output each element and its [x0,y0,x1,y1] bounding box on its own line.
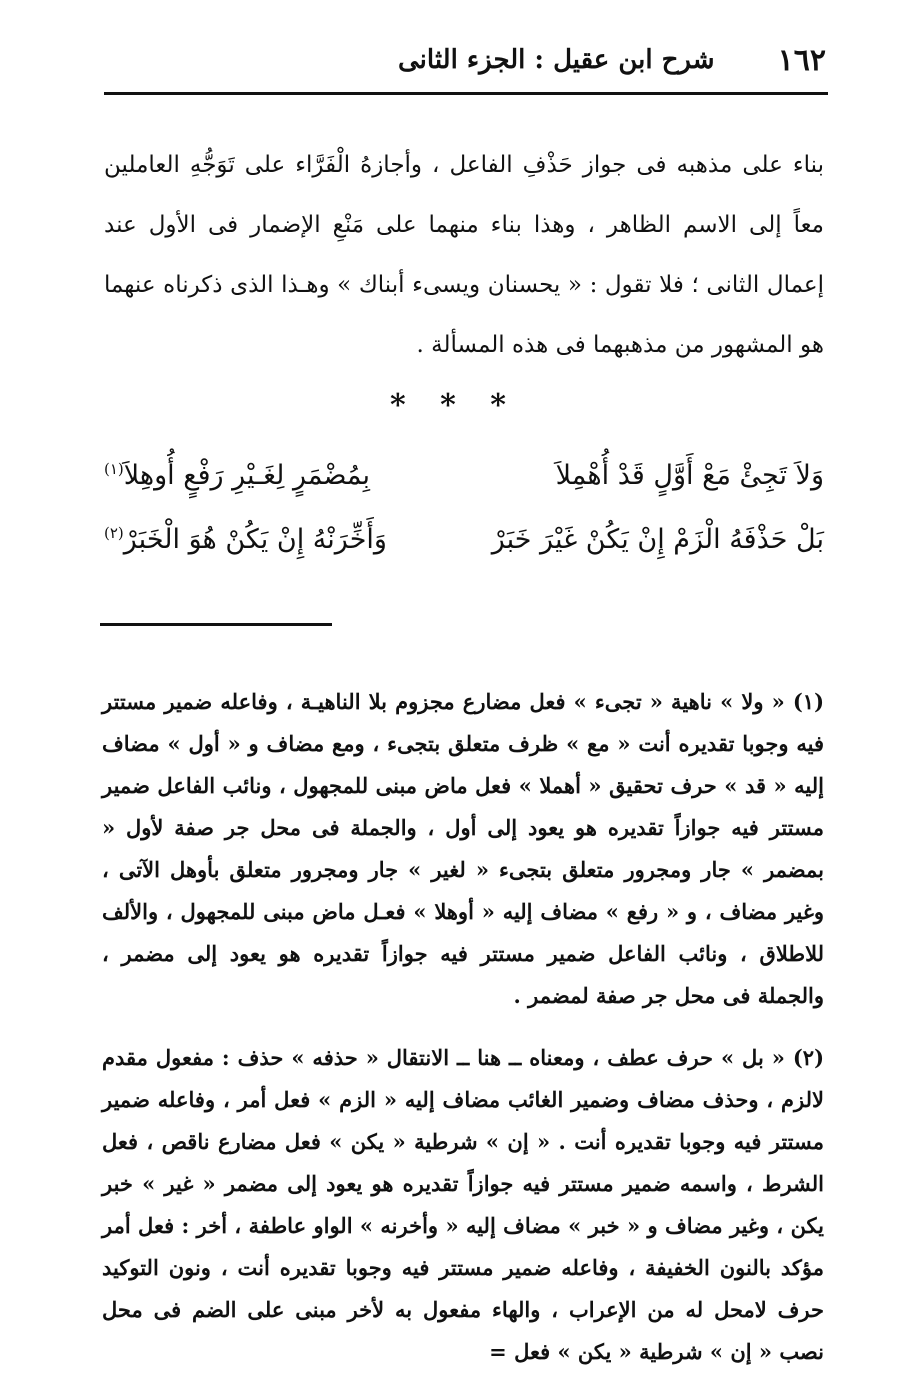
verse-1-second-hemistich [104,460,370,520]
verse-line-1 [104,460,824,520]
verse-2-first-hemistich: بَلْ حَذْفَهُ الْزَمْ إِنْ يَكُنْ غَيْرَ خَبَرْ [491,524,824,555]
verse-1-second-text: بِمُضْمَرٍ لِغَـيْرِ رَفْعٍ أُوهِلاَ [123,460,370,491]
verse-2-second-text: وَأَخِّرَنْهُ إِنْ يَكُنْ هُوَ الْخَبَرْ [123,524,387,555]
running-title: شرح ابن عقيل : الجزء الثانى [398,45,715,75]
verse-1-first-hemistich: وَلاَ تَجِئْ مَعْ أَوَّلٍ قَدْ أُهْمِلاَ [555,460,824,491]
verse-line-2 [104,524,824,584]
footnote-1: (١) « ولا » ناهية « تجىء » فعل مضارع مجزوم بلا الناهيـة ، وفاعله ضمير مستتر فيه وجوبا تقديره أنت « مع » ظرف متعلق بتجىء ، ومع مضاف و « أول » مضاف إليه « قد » حرف تحقيق « أهملا » فعل ماض مبنى للمجهول ، ونائب الفاعل ضمير مستتر فيه جوازاً تقديره هو يعود إلى أول ، والجملة فى محل جر صفة لأول « بمضمر » جار ومجرور متعلق بتجىء « لغير » جار ومجرور متعلق بأوهل الآتى ، وغير مضاف ، و « رفع » مضاف إليه « أوهلا » فعـل ماض مبنى للمجهول ، والألف للاطلاق ، ونائب الفاعل ضمير مستتر فيه جوازاً تقديره هو يعود إلى مضمر ، والجملة فى محل جر صفة لمضمر . [102,689,824,1008]
page-header [108,34,826,86]
body-paragraph: بناء على مذهبه فى جواز حَذْفِ الفاعل ، وأجازهُ الْفَرَّاء على تَوَجُّهِ العاملين معاً إلى الاسم الظاهر ، وهذا بناء منهما على مَنْعِ الإضمار فى الأول عند إعمال الثانى ؛ فلا تقول : « يحسنان ويسىء أبناك » وهـذا الذى ذكرناه عنهما هو المشهور من مذهبهما فى هذه المسألة . [104,152,824,358]
page-number: ١٦٢ [777,42,826,78]
footnote-ref-2: (٢) [104,524,124,542]
verse-2-second-hemistich [104,524,387,584]
footnote-ref-1: (١) [104,460,124,478]
footnote-rule [100,623,332,626]
footnote-2: (٢) « بل » حرف عطف ، ومعناه ــ هنا ــ الانتقال « حذفه » حذف : مفعول مقدم لالزم ، وحذف مضاف وضمير الغائب مضاف إليه « الزم » فعل أمر ، وفاعله ضمير مستتر فيه وجوبا تقديره أنت . « إن » شرطية « يكن » فعل مضارع ناقص ، فعل الشرط ، واسمه ضمير مستتر فيه جوازاً تقديره هو يعود إلى مضمر « غير » خبر يكن ، وغير مضاف و « خبر » مضاف إليه « وأخرنه » الواو عاطفة ، أخر : فعل أمر مؤكد بالنون الخفيفة ، وفاعله ضمير مستتر فيه وجوبا تقديره أنت ، ونون التوكيد حرف لامحل له من الإعراب ، والهاء مفعول به لأخر مبنى على الضم فى محل نصب « إن » شرطية « يكن » فعل = [102,1045,824,1364]
section-separator: * * * [390,388,518,423]
header-rule [104,92,828,95]
